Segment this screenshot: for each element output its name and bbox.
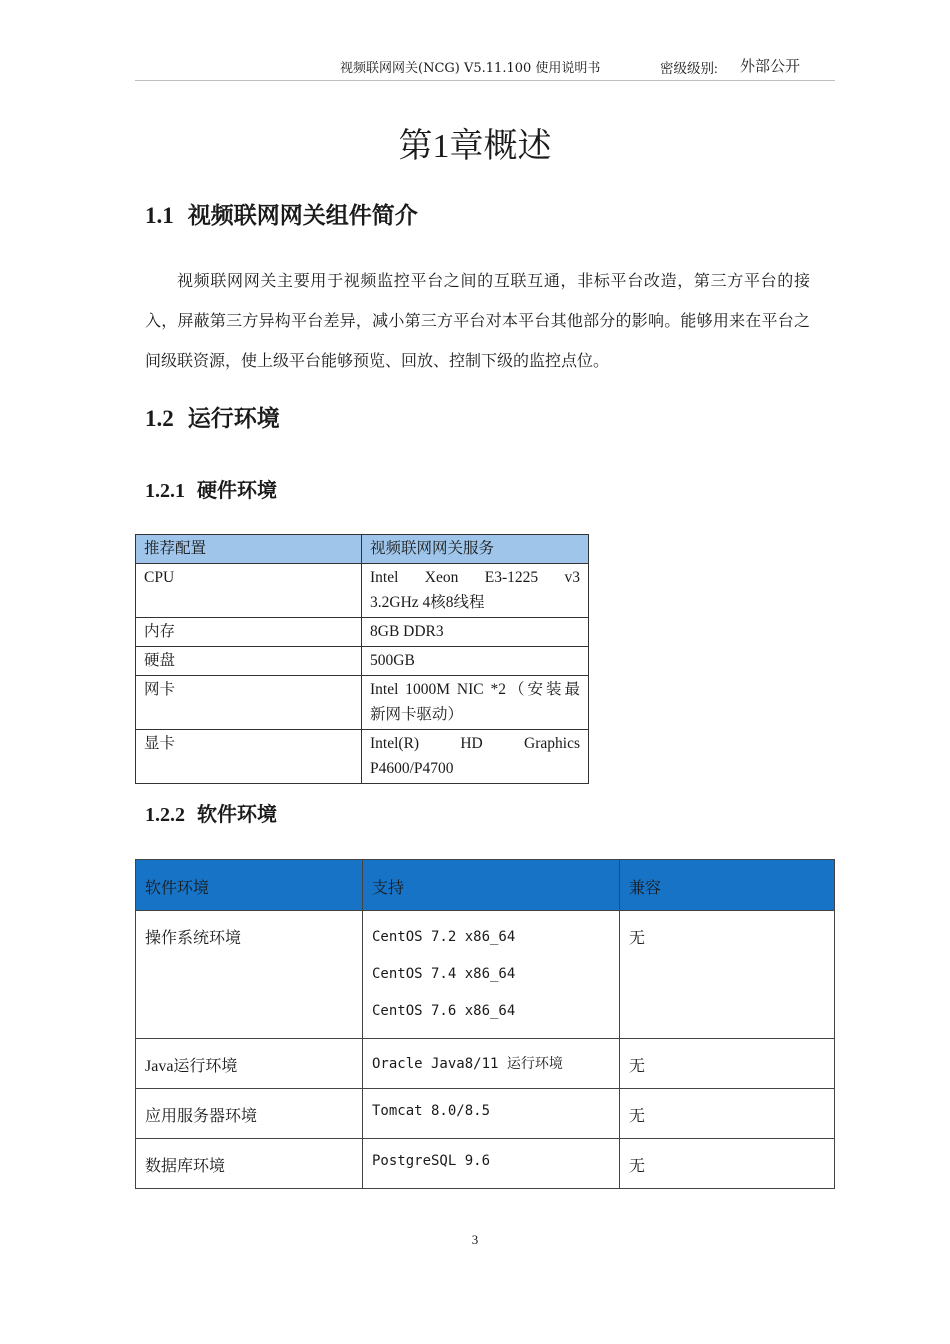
table-cell: 数据库环境 [136,1139,363,1189]
table-cell [362,676,589,730]
cell-line: 新网卡驱动） [370,706,464,723]
table-cell: 内存 [136,618,362,647]
table-cell: CPU [136,564,362,618]
section-title: 硬件环境 [197,480,277,502]
table-header-cell: 视频联网网关服务 [362,535,589,564]
section-title: 软件环境 [197,804,277,826]
section-heading-1-1 [145,197,418,230]
section-number: 1.2 [145,406,174,431]
section-number: 1.1 [145,203,174,228]
section-heading-1-2-2 [145,798,277,827]
table-header-row [136,860,835,911]
chapter-title: 第1章概述 [398,128,552,165]
table-row [136,911,835,1039]
cell-line: Intel 1000M NIC *2（安装最 [370,681,580,698]
header-classification-value: 外部公开 [740,59,801,75]
table-cell: Java运行环境 [136,1039,363,1089]
table-cell: PostgreSQL 9.6 [363,1139,620,1189]
table-row [136,1039,835,1089]
cell-line: CentOS 7.2 x86_64 [372,929,516,945]
table-row [136,1139,835,1189]
hardware-table [135,534,589,784]
section-title: 运行环境 [187,406,280,431]
cell-line: CentOS 7.6 x86_64 [372,1003,516,1019]
table-cell: 8GB DDR3 [362,618,589,647]
table-header-cell: 支持 [363,860,620,911]
cell-line: Intel Xeon E3-1225 v3 [370,569,580,586]
cell-line: P4600/P4700 [370,760,454,777]
section-number: 1.2.2 [145,804,185,826]
table-cell: 无 [620,1089,835,1139]
table-cell [362,730,589,784]
table-row [136,1089,835,1139]
table-cell [362,564,589,618]
table-cell: 应用服务器环境 [136,1089,363,1139]
table-cell: 无 [620,911,835,1039]
table-header-cell: 兼容 [620,860,835,911]
table-cell: 无 [620,1039,835,1089]
table-header-cell: 推荐配置 [136,535,362,564]
intro-paragraph: 视频联网网关主要用于视频监控平台之间的互联互通，非标平台改造，第三方平台的接入，屏蔽第三方异构平台差异，减小第三方平台对本平台其他部分的影响。能够用来在平台之间级联资源，使上级平台能够预览、回放、控制下级的监控点位。 [145,273,810,370]
page-header [340,55,810,77]
section-title: 视频联网网关组件简介 [187,203,418,228]
table-cell [363,911,620,1039]
table-cell: 500GB [362,647,589,676]
table-row [136,618,589,647]
table-cell: Oracle Java8/11 运行环境 [363,1039,620,1089]
table-cell: 显卡 [136,730,362,784]
table-cell: 操作系统环境 [136,911,363,1039]
software-table [135,859,835,1189]
cell-line: Intel(R) HD Graphics [370,735,580,752]
table-cell: 硬盘 [136,647,362,676]
table-header-cell: 软件环境 [136,860,363,911]
cell-line: CentOS 7.4 x86_64 [372,966,516,982]
table-header-row [136,535,589,564]
section-heading-1-2-1 [145,474,277,503]
cell-line: 3.2GHz 4核8线程 [370,594,485,611]
section-heading-1-2 [145,400,280,433]
table-cell: 网卡 [136,676,362,730]
page-number: 3 [471,1232,479,1247]
table-row [136,564,589,618]
table-row [136,676,589,730]
section-number: 1.2.1 [145,480,185,502]
header-classification-label: 密级级别: [660,61,718,76]
table-row [136,647,589,676]
table-cell: 无 [620,1139,835,1189]
header-divider [135,80,835,81]
header-doc-title: 视频联网网关(NCG) V5.11.100 使用说明书 [340,61,601,76]
table-cell: Tomcat 8.0/8.5 [363,1089,620,1139]
table-row [136,730,589,784]
